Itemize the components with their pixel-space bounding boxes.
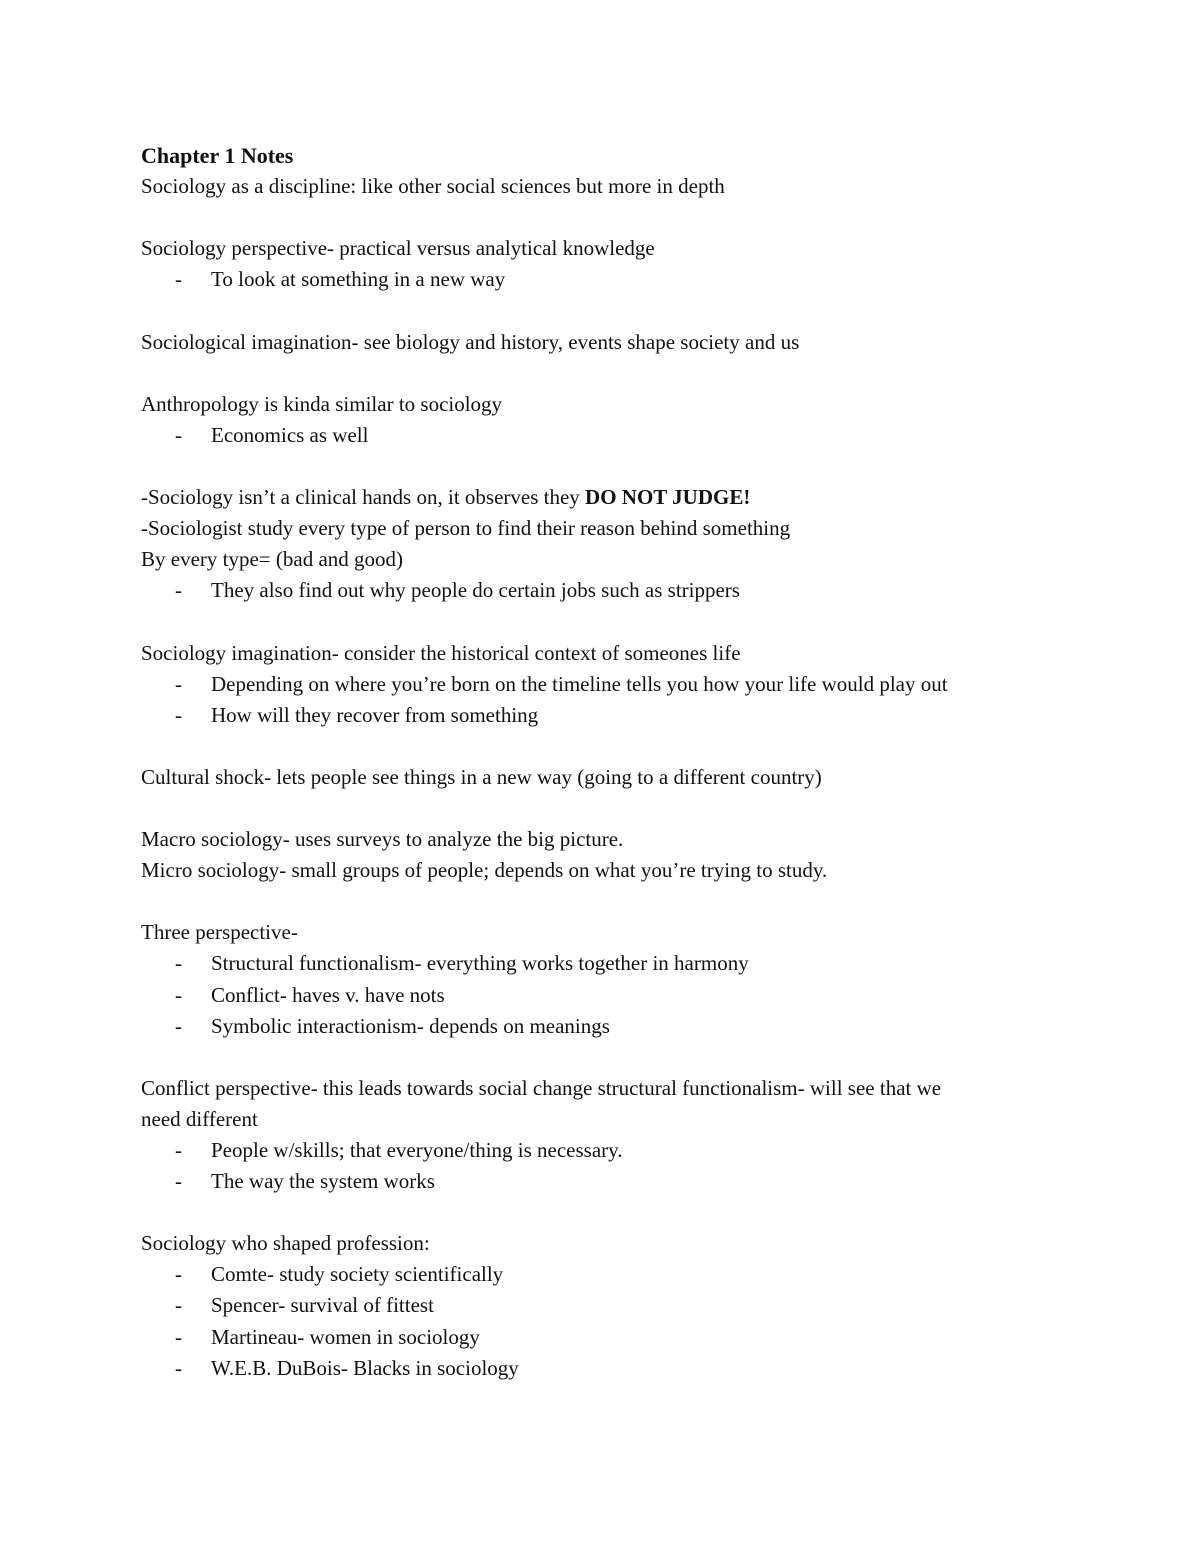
bullet-dash: -: [175, 1262, 182, 1287]
bullet-dash: -: [175, 1138, 182, 1162]
note-line: Macro sociology- uses surveys to analyze the big picture.: [141, 827, 624, 852]
paragraph-spacer: [141, 358, 1081, 389]
bullet-dash: -: [175, 578, 182, 603]
bullet-text: Comte- study society scientifically: [211, 1262, 504, 1287]
paragraph-spacer: [141, 731, 1081, 762]
note-section: [141, 917, 1081, 1041]
bullet-dash: -: [175, 267, 182, 292]
note-line: By every type= (bad and good): [141, 547, 404, 572]
bullet-dash: -: [175, 951, 182, 976]
bullet-item: [141, 948, 1081, 979]
note-line: Micro sociology- small groups of people; depends on what you’re trying to study.: [141, 858, 828, 883]
note-line: Sociology who shaped profession:: [141, 1231, 430, 1256]
bullet-dash: -: [175, 1293, 182, 1318]
note-line: -Sociologist study every type of person to find their reason behind something: [141, 516, 791, 541]
paragraph-spacer: [141, 202, 1081, 233]
bullet-dash: -: [175, 422, 182, 447]
note-section: [141, 1073, 1081, 1197]
paragraph-spacer: [141, 295, 1081, 326]
note-line: Sociology perspective- practical versus analytical knowledge: [141, 236, 655, 261]
bullet-item: [141, 1011, 1081, 1042]
note-section: [141, 327, 1081, 358]
bullet-dash: -: [175, 702, 182, 727]
paragraph-spacer: [141, 606, 1081, 637]
bullet-item: [141, 420, 1081, 451]
bullet-dash: -: [175, 1324, 182, 1349]
note-section: [141, 824, 1081, 886]
bullet-text: People w/skills; that everyone/thing is necessary.: [211, 1138, 623, 1162]
bullet-dash: -: [175, 671, 182, 696]
bullet-text: Martineau- women in sociology: [211, 1324, 480, 1349]
bullet-item: [141, 264, 1081, 295]
bullet-text: Conflict- haves v. have nots: [211, 982, 445, 1007]
note-bold-text: DO NOT JUDGE!: [585, 485, 751, 510]
note-line: Anthropology is kinda similar to sociology: [141, 391, 503, 416]
bullet-item: [141, 700, 1081, 731]
note-line: Sociology as a discipline: like other social sciences but more in depth: [141, 174, 725, 199]
bullet-item: [141, 1166, 1081, 1197]
note-text: -Sociology isn’t a clinical hands on, it observes they: [141, 485, 586, 510]
note-section: [141, 171, 1081, 202]
bullet-item: [141, 575, 1081, 606]
note-section: [141, 389, 1081, 451]
note-section: [141, 233, 1081, 295]
bullet-dash: -: [175, 1169, 182, 1194]
bullet-dash: -: [175, 1355, 182, 1380]
note-section: [141, 482, 1081, 606]
bullet-item: [141, 669, 1081, 700]
bullet-item: [141, 980, 1081, 1011]
page-title: Chapter 1 Notes: [141, 143, 294, 168]
bullet-text: The way the system works: [211, 1169, 435, 1194]
paragraph-spacer: [141, 1197, 1081, 1228]
note-line: need different: [141, 1106, 258, 1131]
paragraph-spacer: [141, 793, 1081, 824]
bullet-item: [141, 1322, 1081, 1353]
paragraph-spacer: [141, 451, 1081, 482]
bullet-text: Depending on where you’re born on the timeline tells you how your life would play out: [211, 671, 948, 696]
bullet-text: Structural functionalism- everything works together in harmony: [211, 951, 749, 976]
bullet-item: [141, 1259, 1081, 1290]
bullet-text: How will they recover from something: [211, 702, 539, 727]
note-line: Sociological imagination- see biology and history, events shape society and us: [141, 329, 800, 354]
bullet-text: Symbolic interactionism- depends on meanings: [211, 1013, 610, 1038]
note-section: [141, 1228, 1081, 1383]
bullet-item: [141, 1353, 1081, 1384]
bullet-text: They also find out why people do certain jobs such as strippers: [211, 578, 740, 603]
note-line: Cultural shock- lets people see things in a new way (going to a different country): [141, 764, 822, 789]
paragraph-spacer: [141, 1042, 1081, 1073]
bullet-dash: -: [175, 982, 182, 1007]
note-section: [141, 638, 1081, 731]
note-line-emphasis: [141, 482, 1081, 513]
bullet-text: Spencer- survival of fittest: [211, 1293, 434, 1318]
bullet-item: [141, 1290, 1081, 1321]
bullet-text: W.E.B. DuBois- Blacks in sociology: [211, 1355, 519, 1380]
paragraph-spacer: [141, 886, 1081, 917]
notes-body: [141, 171, 1081, 1384]
note-line: Conflict perspective- this leads towards social change structural functionalism- will see that we: [141, 1075, 942, 1100]
bullet-text: Economics as well: [211, 422, 369, 447]
bullet-item: [141, 1135, 1081, 1166]
note-line: Sociology imagination- consider the historical context of someones life: [141, 640, 741, 665]
note-section: [141, 762, 1081, 793]
note-line: Three perspective-: [141, 920, 298, 945]
document-page: [141, 140, 1081, 1384]
bullet-dash: -: [175, 1013, 182, 1038]
bullet-text: To look at something in a new way: [211, 267, 506, 292]
